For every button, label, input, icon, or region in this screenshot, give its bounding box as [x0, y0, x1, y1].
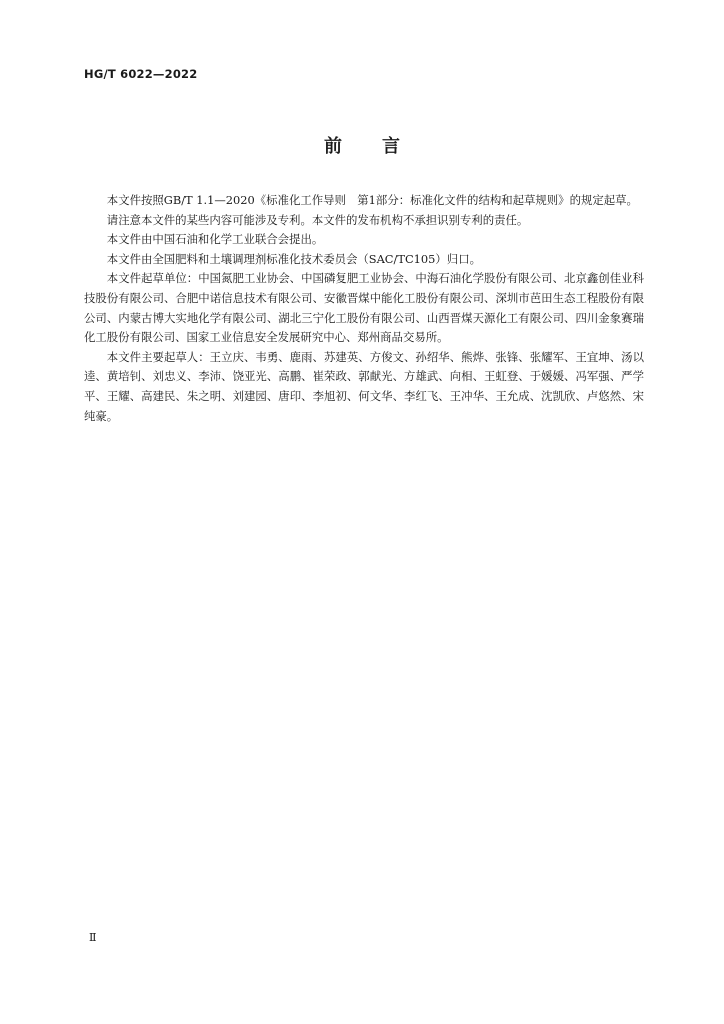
- document-code: HG/T 6022—2022: [84, 67, 198, 81]
- paragraph-patent-notice: 请注意本文件的某些内容可能涉及专利。本文件的发布机构不承担识别专利的责任。: [106, 212, 529, 227]
- foreword-body: [84, 191, 644, 426]
- page-title: 前言: [324, 136, 440, 157]
- paragraph-drafting-rules: 本文件按照GB/T 1.1—2020《标准化工作导则 第1部分：标准化文件的结构和起草规则》的规定起草。: [106, 193, 638, 207]
- paragraph-drafters: 本文件主要起草人：王立庆、韦勇、鹿雨、苏建英、方俊文、孙绍华、熊烨、张锋、张耀军、王宜坤、汤以逵、黄培钊、刘忠义、李沛、饶亚光、高鹏、崔荣政、郭献光、方雄武、向相、王虹登、于媛媛、冯军强、严学平、王耀、高建民、朱之明、刘建园、唐印、李旭初、何文华、李红飞、王冲华、王允成、沈凯欣、卢悠然、宋纯豪。: [84, 349, 644, 423]
- page-number: Ⅱ: [89, 931, 97, 944]
- paragraph-committee: 本文件由全国肥料和土壤调理剂标准化技术委员会（SAC/TC105）归口。: [106, 251, 481, 266]
- paragraph-drafting-units: 本文件起草单位：中国氮肥工业协会、中国磷复肥工业协会、中海石油化学股份有限公司、北京鑫创佳业科技股份有限公司、合肥中诺信息技术有限公司、安徽晋煤中能化工股份有限公司、深圳市芭田生态工程股份有限公司、内蒙古博大实地化学有限公司、湖北三宁化工股份有限公司、山西晋煤天源化工有限公司、四川金象赛瑞化工股份有限公司、国家工业信息安全发展研究中心、郑州商品交易所。: [84, 271, 644, 345]
- paragraph-proposer: 本文件由中国石油和化学工业联合会提出。: [106, 232, 324, 247]
